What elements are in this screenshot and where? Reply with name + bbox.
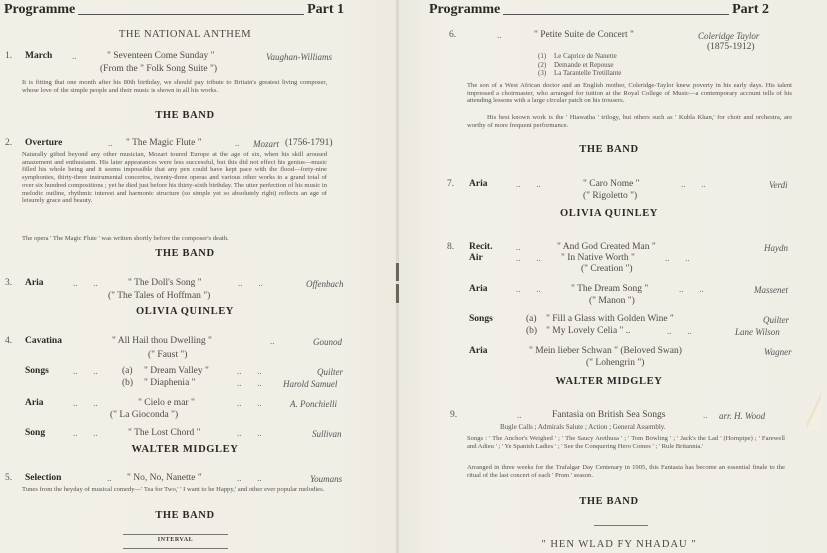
leader-dots: .. .. (237, 378, 262, 388)
leader-dots: .. .. (73, 398, 98, 408)
item-title: " No, No, Nanette " (127, 473, 202, 483)
item-form: Song (25, 428, 46, 438)
item-note: Tunes from the heyday of musical comedy—' Tea for Two,' ' I want to be Happy,' and other ever popular melodies. (22, 486, 325, 493)
song-label-a: (a) (122, 366, 133, 376)
item-form: Aria (469, 179, 488, 189)
performer: OLIVIA QUINLEY (560, 208, 658, 219)
item-form: Selection (25, 473, 62, 483)
performer: OLIVIA QUINLEY (136, 306, 234, 317)
leader-dots: .. .. (237, 398, 262, 408)
item-composer: Harold Samuel (283, 379, 338, 389)
leader-dots: .. .. (73, 278, 98, 288)
item-title: " In Native Worth " (561, 253, 635, 263)
finale-anthem: " HEN WLAD FY NHADAU " (541, 539, 697, 550)
page-part-1 (0, 0, 397, 553)
item-subtitle: (" La Gioconda ") (110, 410, 179, 420)
item-composer: Quilter (317, 367, 343, 377)
performer: THE BAND (155, 248, 215, 259)
leader-dots: .. .. (73, 366, 98, 376)
item-composer: Verdi (769, 180, 788, 190)
item-title: " My Lovely Celia " .. (546, 326, 631, 336)
item-number: 9. (450, 410, 458, 420)
item-composer: Coleridge Taylor (698, 31, 760, 41)
item-composer: A. Ponchielli (290, 399, 337, 409)
item-subtitle: (" The Tales of Hoffman ") (108, 291, 211, 301)
item-subtitle: (" Faust ") (148, 350, 188, 360)
song-label-b: (b) (526, 326, 538, 336)
leader-dots: .. .. (73, 428, 98, 438)
item-title: " The Dream Song " (571, 284, 649, 294)
item-form: Recit. (469, 242, 493, 252)
item-number: 6. (449, 30, 457, 40)
leader-dots: .. (517, 410, 522, 420)
performer: THE BAND (579, 496, 639, 507)
closing-rule (594, 525, 648, 526)
leader-dots: .. .. (237, 428, 262, 438)
song-label-a: (a) (526, 314, 537, 324)
leader-dots: .. .. (516, 253, 541, 263)
item-composer: Youmans (310, 474, 343, 484)
item-title: " Cielo e mar " (138, 398, 195, 408)
item-title: " Dream Valley " (144, 366, 209, 376)
leader-dots: .. .. (237, 366, 262, 376)
leader-dots: .. .. (665, 253, 690, 263)
leader-dots: .. (516, 242, 521, 252)
leader-dots: .. (703, 410, 708, 420)
item-title: Fantasia on British Sea Songs (552, 410, 666, 420)
leader-dots: .. .. (516, 284, 541, 294)
item-composer: Gounod (313, 337, 342, 347)
song-label-b: (b) (122, 378, 134, 388)
leader-dots: .. .. (516, 179, 541, 189)
leader-dots: .. .. (681, 179, 706, 189)
item-form: Air (469, 253, 483, 263)
item-form: Aria (25, 278, 44, 288)
item-subtitle: (From the " Folk Song Suite ") (100, 64, 218, 74)
interval-rule-top (123, 534, 228, 535)
item-subtitle: (" Creation ") (581, 264, 633, 274)
item-form: Cavatina (25, 336, 62, 346)
bugle-calls: Bugle Calls ; Admirals Salute ; Action ; General Assembly. (500, 423, 666, 431)
sea-songs-list: Songs : ' The Anchor's Weighed ' ; ' The Saucy Arethusa ' ; ' Tom Bowling ' ; ' Jack's the Lad ' (Hornpipe) ; ' Farewell and Adieu ' ; ' Ye Spanish Ladies ' ; ' See the Conquering Hero Comes ' ; ' Rule Britannia.' (467, 435, 785, 450)
item-composer: Offenbach (306, 279, 344, 289)
header-title: Programme (4, 2, 76, 17)
item-title: " Mein lieber Schwan " (Beloved Swan) (529, 346, 682, 356)
item-title: " The Doll's Song " (128, 278, 202, 288)
page-tear (807, 390, 821, 430)
composer-dates: (1875-1912) (707, 42, 755, 52)
item-composer: Vaughan-Williams (266, 52, 333, 62)
item-subtitle: (" Rigoletto ") (583, 191, 638, 201)
header-part: Part 1 (307, 2, 344, 17)
leader-dots: .. .. (667, 326, 692, 336)
movements-list (538, 52, 621, 78)
header-part: Part 2 (732, 2, 769, 17)
item-title: " All Hail thou Dwelling " (112, 336, 212, 346)
item-subtitle: (" Lohengrin ") (586, 358, 645, 368)
item-title: " The Lost Chord " (128, 428, 201, 438)
composer-dates: (1756-1791) (285, 138, 333, 148)
item-title: " And God Created Man " (557, 242, 656, 252)
item-title: " Petite Suite de Concert " (534, 30, 634, 40)
item-number: 5. (5, 473, 13, 483)
movement: (3) La Tarantelle Tretillante (538, 69, 622, 77)
national-anthem: THE NATIONAL ANTHEM (118, 29, 252, 40)
leader-dots: .. (497, 30, 502, 40)
performer: THE BAND (579, 144, 639, 155)
item-form: Overture (25, 138, 63, 148)
performer: THE BAND (155, 510, 215, 521)
item-form: Aria (469, 284, 488, 294)
performer: WALTER MIDGLEY (131, 444, 239, 455)
item-number: 4. (5, 336, 13, 346)
item-number: 1. (5, 51, 13, 61)
item-form: Songs (25, 366, 49, 376)
leader-dots: .. (270, 336, 275, 346)
item-composer: arr. H. Wood (719, 411, 766, 421)
page-part-2 (399, 0, 827, 553)
leader-dots: .. (72, 51, 77, 61)
item-note: Naturally gifted beyond any other musician, Mozart toured Europe at the age of six, when his skill aroused amazement and enthusiasm. His later appearances were less successful, but this did not effect his genius—music filled his whole being and it seems impossible that any pen could have kept pace with the flood—forty-nine symphonies, thirty-three instrumental concertos, twenty-three operas and various other works to a grand total of over six hundred compositions ; yet he died just before his thirty-sixth birthday. The utter perfection of his music in melodic outline, rhythmic interest and harmonic structure (so simple yet so absolutely right) reflects an age of leisurely grace and beauty. (22, 151, 327, 205)
header-title: Programme (429, 2, 501, 17)
item-composer: Mozart (253, 139, 280, 149)
item-note-2: His best known work is the ' Hiawatha ' trilogy, but others such as ' Kubla Khan,' for choir and orchestra, are worthy of more frequent performance. (467, 114, 792, 129)
item-number: 2. (5, 138, 13, 148)
item-number: 7. (447, 179, 455, 189)
item-composer: Lane Wilson (735, 327, 780, 337)
item-form: Aria (469, 346, 488, 356)
leader-dots: .. (107, 473, 112, 483)
item-form: Aria (25, 398, 44, 408)
interval-label: INTERVAL (157, 537, 194, 543)
item-note: It is fitting that one month after his 80th birthday, we should pay tribute to Britain's greatest living composer, whose love of the simple people and their music is shown in all his works. (22, 79, 327, 94)
item-title: " Caro Nome " (583, 179, 640, 189)
item-composer: Haydn (764, 243, 788, 253)
item-composer: Sullivan (312, 429, 342, 439)
page-header (4, 2, 344, 18)
item-title: " The Magic Flute " (126, 138, 202, 148)
header-rule (503, 14, 729, 15)
interval-rule-bottom (123, 548, 228, 549)
leader-dots: .. (235, 138, 240, 148)
item-composer: Wagner (764, 347, 792, 357)
item-number: 3. (5, 278, 13, 288)
item-title: " Fill a Glass with Golden Wine " (546, 314, 674, 324)
leader-dots: .. .. (238, 278, 263, 288)
leader-dots: .. (108, 138, 113, 148)
item-form: March (25, 51, 53, 61)
leader-dots: .. .. (237, 473, 262, 483)
performer: WALTER MIDGLEY (555, 376, 663, 387)
movement: (2) Demande et Repouse (538, 60, 614, 69)
item-note: Arranged in three weeks for the Trafalgar Day Centenary in 1905, this Fantasia has become an essential finale to the ritual of the last concert of each ' Prom ' season. (467, 464, 785, 479)
item-title: " Seventeen Come Sunday " (107, 51, 215, 61)
item-composer: Massenet (754, 285, 788, 295)
header-rule (78, 14, 304, 15)
item-form: Songs (469, 314, 493, 324)
item-note-2: The opera ' The Magic Flute ' was written shortly before the composer's death. (22, 235, 229, 242)
performer: THE BAND (155, 110, 215, 121)
item-composer: Quilter (763, 315, 789, 325)
item-title: " Diaphenia " (144, 378, 196, 388)
item-note: The son of a West African doctor and an English mother, Coleridge-Taylor knew poverty in his early days. His talent impressed a choirmaster, who arranged for tuition at the Royal College of Music—a contemporary account tells of his attending lessons with a large circular patch on his trousers. (467, 82, 792, 105)
page-header (429, 2, 769, 18)
item-subtitle: (" Manon ") (589, 296, 635, 306)
movement: (1) Le Caprice de Nanette (538, 52, 617, 60)
item-number: 8. (447, 242, 455, 252)
leader-dots: .. .. (679, 284, 704, 294)
